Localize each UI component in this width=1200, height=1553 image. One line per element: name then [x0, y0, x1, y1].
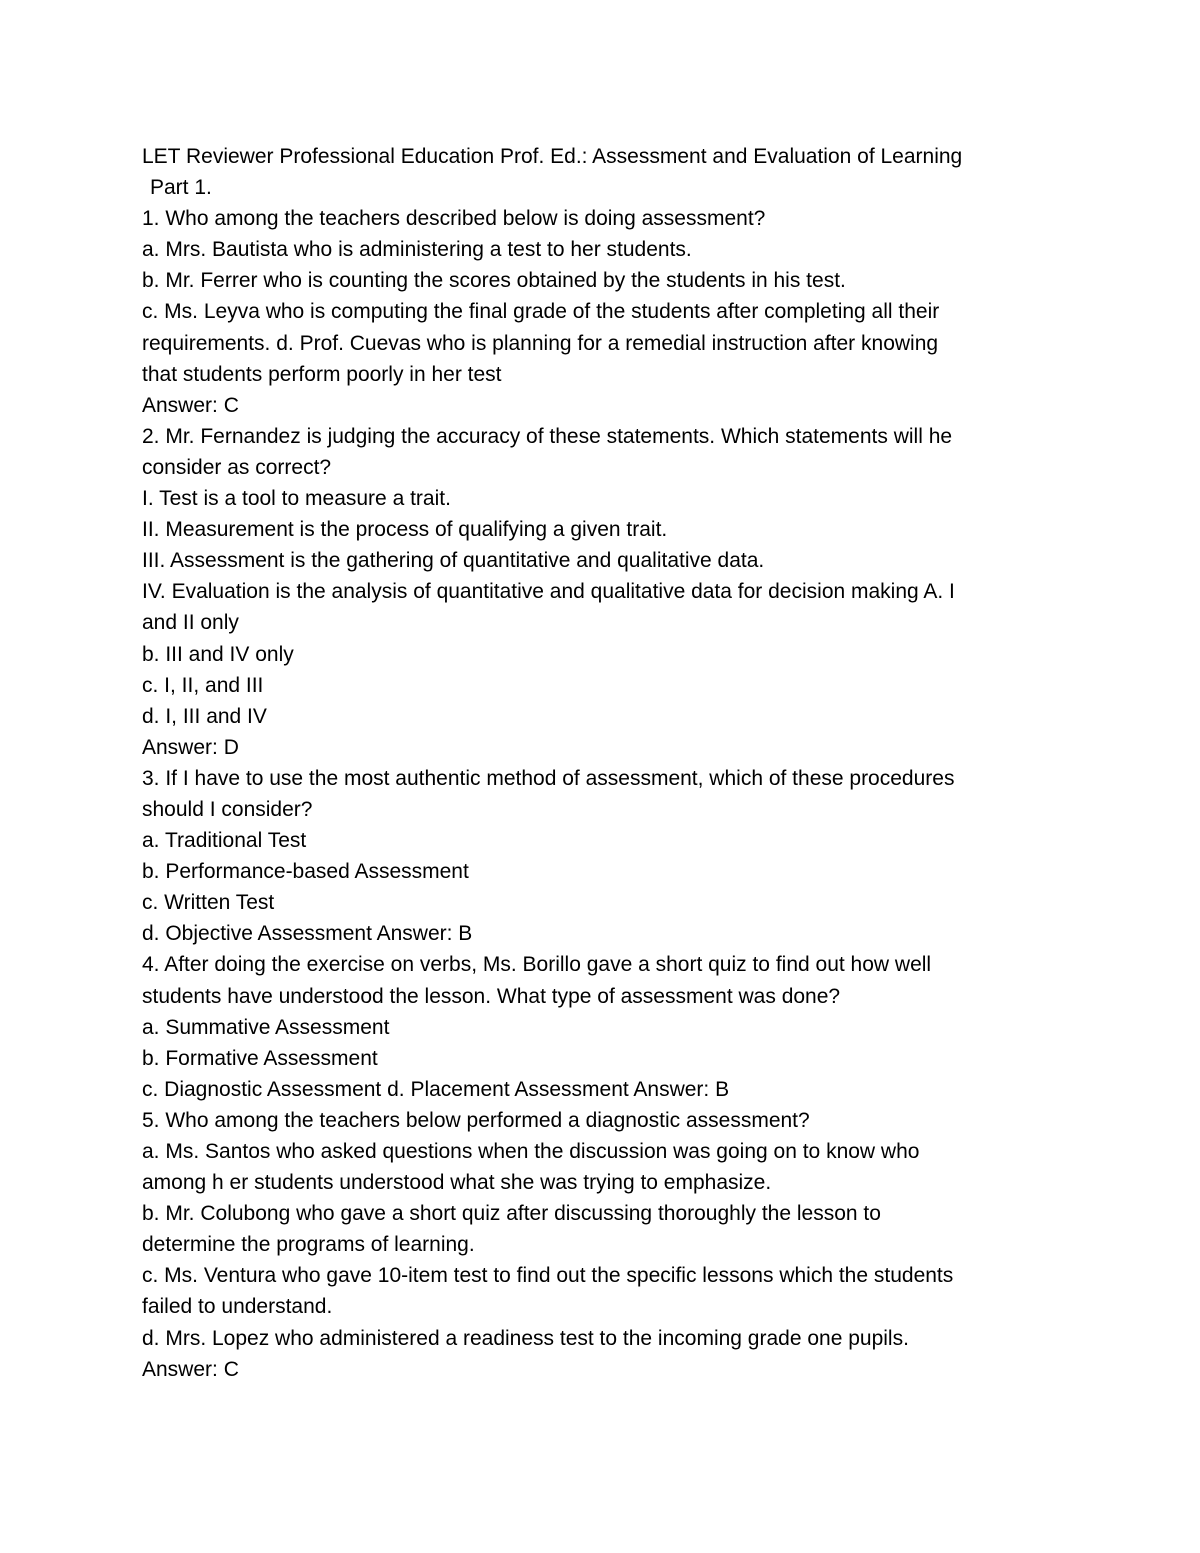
- document-body: [142, 141, 1062, 1385]
- question-1: 1. Who among the teachers described below is doing assessment?: [142, 207, 766, 231]
- question-4: 4. After doing the exercise on verbs, Ms. Borillo gave a short quiz to find out how well: [142, 953, 932, 977]
- question-5-option-d: d. Mrs. Lopez who administered a readiness test to the incoming grade one pupils.: [142, 1326, 909, 1350]
- question-3-option-b: b. Performance-based Assessment: [142, 860, 469, 884]
- question-5-option-c-continued: failed to understand.: [142, 1295, 333, 1319]
- question-2-statement-iii: III. Assessment is the gathering of quantitative and qualitative data.: [142, 549, 765, 573]
- question-5: 5. Who among the teachers below performed a diagnostic assessment?: [142, 1108, 810, 1132]
- question-4-continued: students have understood the lesson. What type of assessment was done?: [142, 984, 841, 1008]
- question-3-option-d-answer: d. Objective Assessment Answer: B: [142, 922, 473, 946]
- question-2-option-d: d. I, III and IV: [142, 704, 267, 728]
- question-3-continued: should I consider?: [142, 797, 313, 821]
- question-1-option-a: a. Mrs. Bautista who is administering a test to her students.: [142, 238, 692, 262]
- question-2-answer: Answer: D: [142, 735, 239, 759]
- question-5-option-a: a. Ms. Santos who asked questions when the discussion was going on to know who: [142, 1140, 920, 1163]
- question-5-answer: Answer: C: [142, 1357, 239, 1381]
- question-1-option-d-continued: that students perform poorly in her test: [142, 362, 502, 386]
- question-5-option-a-continued: among h er students understood what she was trying to emphasize.: [142, 1171, 772, 1195]
- question-2-continued: consider as correct?: [142, 455, 332, 479]
- question-5-option-c: c. Ms. Ventura who gave 10-item test to find out the specific lessons which the students: [142, 1264, 954, 1288]
- question-2: 2. Mr. Fernandez is judging the accuracy of these statements. Which statements will he: [142, 424, 953, 448]
- question-1-option-b: b. Mr. Ferrer who is counting the scores obtained by the students in his test.: [142, 269, 846, 293]
- question-2-statement-ii: II. Measurement is the process of qualifying a given trait.: [142, 518, 668, 542]
- question-4-option-b: b. Formative Assessment: [142, 1046, 378, 1070]
- question-3-option-a: a. Traditional Test: [142, 829, 307, 853]
- question-4-option-a: a. Summative Assessment: [142, 1015, 390, 1039]
- question-2-statement-iv: IV. Evaluation is the analysis of quantitative and qualitative data for decision making A. I: [142, 580, 955, 604]
- question-1-option-c-continued: requirements. d. Prof. Cuevas who is planning for a remedial instruction after knowing: [142, 331, 939, 355]
- question-3-option-c: c. Written Test: [142, 891, 275, 915]
- question-3: 3. If I have to use the most authentic method of assessment, which of these procedures: [142, 766, 955, 790]
- question-1-option-c: c. Ms. Leyva who is computing the final grade of the students after completing all their: [142, 300, 940, 324]
- part-heading: Part 1.: [150, 176, 212, 200]
- question-5-option-b: b. Mr. Colubong who gave a short quiz after discussing thoroughly the lesson to: [142, 1202, 881, 1226]
- document-title: LET Reviewer Professional Education Prof. Ed.: Assessment and Evaluation of Learning: [142, 145, 963, 168]
- question-4-option-c-d-answer: c. Diagnostic Assessment d. Placement Assessment Answer: B: [142, 1077, 730, 1101]
- question-2-option-a-continued: and II only: [142, 611, 239, 635]
- question-2-option-b: b. III and IV only: [142, 642, 294, 666]
- question-2-statement-i: I. Test is a tool to measure a trait.: [142, 487, 451, 511]
- question-1-answer: Answer: C: [142, 393, 239, 417]
- question-2-option-c: c. I, II, and III: [142, 673, 264, 697]
- question-5-option-b-continued: determine the programs of learning.: [142, 1233, 475, 1257]
